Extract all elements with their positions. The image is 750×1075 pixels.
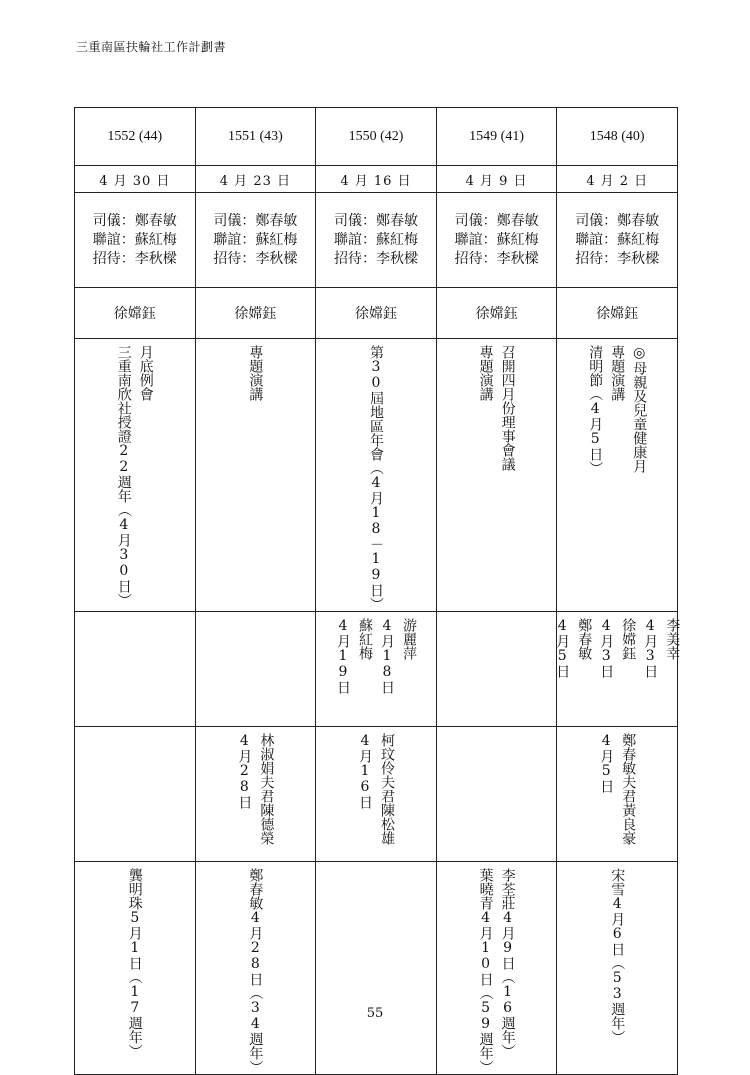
anniversary-cell bbox=[195, 727, 316, 862]
event-cell bbox=[436, 339, 557, 612]
birthday-cell bbox=[436, 862, 557, 1075]
vertical-text-group bbox=[75, 727, 195, 733]
speaker-cell: 徐嫦鈺 bbox=[436, 288, 557, 339]
event-row bbox=[75, 339, 678, 612]
vertical-text-column: 月底例會 bbox=[137, 345, 154, 401]
speaker-cell: 徐嫦鈺 bbox=[557, 288, 678, 339]
member-days-row bbox=[75, 612, 678, 727]
event-cell bbox=[316, 339, 437, 612]
schedule-table bbox=[74, 107, 681, 1075]
vertical-text-column: 4月19日 bbox=[334, 618, 351, 694]
vertical-text-column: 專題演講 bbox=[247, 345, 264, 401]
meeting-number-cell: 1548 (40) bbox=[557, 108, 678, 166]
vertical-text-group bbox=[316, 862, 436, 868]
meeting-number-row bbox=[75, 108, 678, 166]
vertical-text-column: 葉曉青4月10日（59週年） bbox=[477, 868, 494, 1074]
vertical-text-column: 宋雪4月6日（53週年） bbox=[609, 868, 626, 1044]
vertical-text-column: 三重南欣社授證22週年（4月30日） bbox=[115, 345, 132, 607]
speaker-cell: 徐嫦鈺 bbox=[75, 288, 196, 339]
vertical-text-column: 游麗萍 bbox=[400, 618, 417, 660]
meeting-date-cell: 4 月 2 日 bbox=[557, 166, 678, 193]
vertical-text-group bbox=[554, 612, 681, 678]
birthday-row bbox=[75, 862, 678, 1075]
vertical-text-group bbox=[75, 862, 195, 1058]
vertical-text-group bbox=[437, 612, 557, 618]
vertical-text-group bbox=[557, 727, 677, 845]
duty-role-line: 聯誼：蘇紅梅 bbox=[454, 231, 539, 248]
vertical-text-group bbox=[437, 339, 557, 471]
duty-role-line: 聯誼：蘇紅梅 bbox=[213, 231, 298, 248]
duty-roles-cell bbox=[436, 193, 557, 288]
anniversary-row bbox=[75, 727, 678, 862]
meeting-date-cell: 4 月 9 日 bbox=[436, 166, 557, 193]
speaker-cell: 徐嫦鈺 bbox=[316, 288, 437, 339]
vertical-text-group bbox=[75, 612, 195, 618]
vertical-text-group bbox=[316, 612, 436, 694]
member-days-cell bbox=[195, 612, 316, 727]
event-cell bbox=[75, 339, 196, 612]
meeting-date-cell: 4 月 23 日 bbox=[195, 166, 316, 193]
birthday-cell bbox=[557, 862, 678, 1075]
vertical-text-column: 徐嫦鈺 bbox=[620, 618, 637, 660]
vertical-text-group bbox=[196, 727, 316, 845]
member-days-cell bbox=[554, 612, 681, 727]
vertical-text-group bbox=[557, 339, 677, 475]
event-cell bbox=[195, 339, 316, 612]
vertical-text-column: 李荃莊4月9日（16週年） bbox=[499, 868, 516, 1058]
vertical-text-column: 召開四月份理事會議 bbox=[499, 345, 516, 471]
meeting-date-cell: 4 月 16 日 bbox=[316, 166, 437, 193]
vertical-text-column: 李美幸 bbox=[664, 618, 681, 660]
vertical-text-group bbox=[196, 862, 316, 1074]
vertical-text-column: 4月18日 bbox=[378, 618, 395, 694]
vertical-text-column: 4月5日 bbox=[598, 733, 615, 793]
meeting-number-cell: 1550 (42) bbox=[316, 108, 437, 166]
vertical-text-group bbox=[437, 727, 557, 733]
member-days-cell bbox=[75, 612, 196, 727]
vertical-text-group bbox=[316, 339, 436, 611]
vertical-text-group bbox=[437, 862, 557, 1074]
duty-roles-row bbox=[75, 193, 678, 288]
vertical-text-column: 專題演講 bbox=[477, 345, 494, 401]
birthday-cell bbox=[316, 862, 437, 1075]
vertical-text-column: 清明節（4月5日） bbox=[587, 345, 604, 475]
meeting-date-row bbox=[75, 166, 678, 193]
anniversary-cell bbox=[316, 727, 437, 862]
vertical-text-column: 第30屆地區年會（4月18－19日） bbox=[367, 345, 384, 611]
speaker-row bbox=[75, 288, 678, 339]
duty-role-line: 聯誼：蘇紅梅 bbox=[92, 231, 177, 248]
vertical-text-column: ◎母親及兒童健康月 bbox=[631, 345, 648, 473]
duty-role-line: 招待：李秋樑 bbox=[92, 250, 177, 267]
anniversary-cell bbox=[436, 727, 557, 862]
vertical-text-column: 4月3日 bbox=[642, 618, 659, 678]
vertical-text-column: 龔明珠5月1日（17週年） bbox=[126, 868, 143, 1058]
vertical-text-column: 4月3日 bbox=[598, 618, 615, 678]
member-days-cell bbox=[436, 612, 557, 727]
vertical-text-group bbox=[316, 727, 436, 845]
vertical-text-column: 鄭春敏夫君黃良豪 bbox=[620, 733, 637, 845]
duty-roles-cell bbox=[75, 193, 196, 288]
meeting-number-cell: 1552 (44) bbox=[75, 108, 196, 166]
duty-role-line: 招待：李秋樑 bbox=[575, 250, 660, 267]
vertical-text-column: 鄭春敏4月28日（34週年） bbox=[247, 868, 264, 1074]
duty-role-line: 司儀：鄭春敏 bbox=[575, 212, 660, 229]
birthday-cell bbox=[195, 862, 316, 1075]
duty-role-line: 司儀：鄭春敏 bbox=[92, 212, 177, 229]
duty-roles-cell bbox=[316, 193, 437, 288]
meeting-date-cell: 4 月 30 日 bbox=[75, 166, 196, 193]
anniversary-cell bbox=[75, 727, 196, 862]
duty-roles-cell bbox=[195, 193, 316, 288]
vertical-text-group bbox=[196, 612, 316, 618]
vertical-text-group bbox=[196, 339, 316, 401]
meeting-number-cell: 1551 (43) bbox=[195, 108, 316, 166]
duty-role-line: 司儀：鄭春敏 bbox=[454, 212, 539, 229]
duty-role-line: 司儀：鄭春敏 bbox=[213, 212, 298, 229]
duty-role-line: 招待：李秋樑 bbox=[454, 250, 539, 267]
vertical-text-group bbox=[75, 339, 195, 607]
vertical-text-column: 柯玟伶夫君陳松雄 bbox=[378, 733, 395, 845]
vertical-text-column: 4月16日 bbox=[356, 733, 373, 809]
speaker-cell: 徐嫦鈺 bbox=[195, 288, 316, 339]
duty-role-line: 聯誼：蘇紅梅 bbox=[333, 231, 418, 248]
meeting-number-cell: 1549 (41) bbox=[436, 108, 557, 166]
vertical-text-column: 4月5日 bbox=[554, 618, 571, 678]
duty-role-line: 司儀：鄭春敏 bbox=[333, 212, 418, 229]
page-number: 55 bbox=[366, 1006, 384, 1021]
birthday-cell bbox=[75, 862, 196, 1075]
member-days-cell bbox=[316, 612, 437, 727]
anniversary-cell bbox=[557, 727, 678, 862]
vertical-text-column: 鄭春敏 bbox=[576, 618, 593, 660]
duty-role-line: 招待：李秋樑 bbox=[213, 250, 298, 267]
vertical-text-column: 蘇紅梅 bbox=[356, 618, 373, 660]
vertical-text-column: 林淑娟夫君陳德榮 bbox=[258, 733, 275, 845]
duty-role-line: 招待：李秋樑 bbox=[333, 250, 418, 267]
vertical-text-column: 4月28日 bbox=[236, 733, 253, 809]
document-header: 三重南區扶輪社工作計劃書 bbox=[76, 40, 227, 54]
duty-role-line: 聯誼：蘇紅梅 bbox=[575, 231, 660, 248]
duty-roles-cell bbox=[557, 193, 678, 288]
vertical-text-column: 專題演講 bbox=[609, 345, 626, 401]
event-cell bbox=[557, 339, 678, 612]
